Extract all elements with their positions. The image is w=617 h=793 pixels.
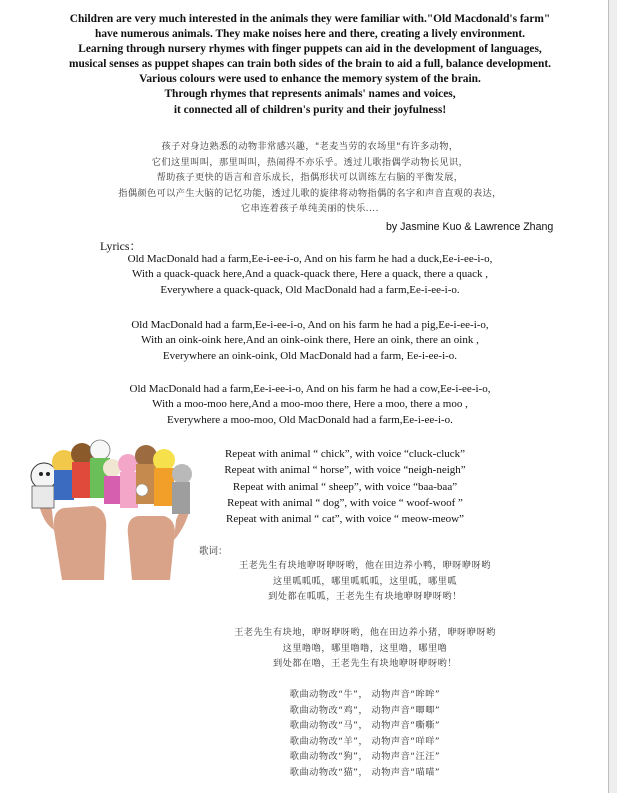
intro-chinese xyxy=(40,139,580,217)
intro-line: have numerous animals. They make noises here and there, creating a lively environment. xyxy=(94,28,525,41)
cn-repeat-instructions xyxy=(170,687,560,780)
intro-cn-line: 孩子对身边熟悉的动物非常感兴趣，"老麦当劳的农场里"有许多动物， xyxy=(161,141,459,152)
intro-line: it connected all of children's purity and their joyfulness! xyxy=(173,103,447,116)
cn-verse-line: 到处都在噜，王老先生有块地咿呀咿呀哟！ xyxy=(272,658,458,669)
cn-repeat-line: 歌曲动物改“鸡”， 动物声音“唧唧” xyxy=(289,704,441,716)
cn-repeat-line: 歌曲动物改“狗”， 动物声音“汪汪” xyxy=(289,751,441,762)
cn-verse-duck xyxy=(170,558,560,605)
cn-verse-line: 王老先生有块地，咿呀咿呀哟，他在田边养小猪，咿呀咿呀哟 xyxy=(234,627,496,638)
cn-verse-pig xyxy=(170,625,560,672)
verse-line: With an oink-oink here,And an oink-oink there, Here an oink, there an oink , xyxy=(141,334,479,347)
cn-repeat-line: 歌曲动物改“羊”， 动物声音“咩咩” xyxy=(289,735,441,747)
window-edge xyxy=(609,0,617,793)
verse-line: With a moo-moo here,And a moo-moo there, Here a moo, there a moo , xyxy=(152,398,468,411)
repeat-line: Repeat with animal “ horse”, with voice “neigh-neigh” xyxy=(224,464,466,477)
repeat-line: Repeat with animal “ chick”, with voice “cluck-cluck” xyxy=(224,448,466,460)
cn-verse-line: 王老先生有块地咿呀咿呀哟，他在田边养小鸭，咿呀咿呀哟 xyxy=(239,560,491,571)
intro-cn-line: 它串连着孩子单纯美丽的快乐.... xyxy=(241,203,379,215)
repeat-line: Repeat with animal “ dog”, with voice “ woof-woof ” xyxy=(227,496,463,509)
cn-repeat-line: 歌曲动物改“牛”， 动物声音“哞哞” xyxy=(289,689,441,700)
intro-line: Through rhymes that represents animals' names and voices, xyxy=(164,88,456,101)
intro-english xyxy=(40,12,580,118)
verse-pig xyxy=(80,318,540,364)
cn-lyrics-heading: 歌词： xyxy=(199,546,228,557)
verse-duck xyxy=(80,252,540,298)
cn-verse-line: 到处都在呱呱，王老先生有块地咿呀咿呀哟！ xyxy=(268,591,462,602)
verse-line: Everywhere a moo-moo, Old MacDonald had a farm,Ee-i-ee-i-o. xyxy=(167,413,453,426)
intro-line: Various colours were used to enhance the memory system of the brain. xyxy=(139,73,481,86)
intro-line: musical senses as puppet shapes can train both sides of the brain to aid a full, balance development. xyxy=(69,58,551,71)
intro-line: Children are very much interested in the animals they were familiar with."Old Macdonald's farm" xyxy=(69,13,551,25)
finger-puppets-photo xyxy=(24,430,194,580)
intro-line: Learning through nursery rhymes with finger puppets can aid in the development of languages, xyxy=(78,43,542,56)
repeat-line: Repeat with animal “ cat”, with voice “ meow-meow” xyxy=(226,513,464,526)
lyrics-heading: Lyrics： xyxy=(100,239,142,253)
repeat-line: Repeat with animal “ sheep”, with voice “baa-baa” xyxy=(232,480,458,493)
intro-cn-line: 帮助孩子更快的语言和音乐成长，指偶形状可以训练左右脑的平衡发展， xyxy=(156,172,464,184)
cn-repeat-line: 歌曲动物改“马”， 动物声音“嘶嘶” xyxy=(289,720,441,731)
cn-verse-line: 这里噜噜，哪里噜噜，这里噜，哪里噜 xyxy=(282,642,448,654)
verse-line: Old MacDonald had a farm,Ee-i-ee-i-o, And on his farm he had a duck,Ee-i-ee-i-o, xyxy=(127,253,493,265)
verse-line: Everywhere a quack-quack, Old MacDonald had a farm,Ee-i-ee-i-o. xyxy=(160,283,460,296)
cn-repeat-line: 歌曲动物改“猫”， 动物声音“喵喵” xyxy=(289,766,441,778)
intro-cn-line: 它们这里叫叫，那里叫叫，热闹得不亦乐乎。透过儿歌指偶学动物长见识， xyxy=(151,156,469,168)
author-byline: by Jasmine Kuo & Lawrence Zhang xyxy=(386,221,554,233)
verse-line: With a quack-quack here,And a quack-quack there, Here a quack, there a quack , xyxy=(132,268,488,281)
intro-cn-line: 指偶颜色可以产生大脑的记忆功能，透过儿歌的旋律将动物指偶的名字和声音直观的表达， xyxy=(118,187,502,199)
verse-line: Old MacDonald had a farm,Ee-i-ee-i-o, And on his farm he had a cow,Ee-i-ee-i-o, xyxy=(129,383,491,395)
verse-cow xyxy=(80,382,540,428)
verse-line: Old MacDonald had a farm,Ee-i-ee-i-o, And on his farm he had a pig,Ee-i-ee-i-o, xyxy=(131,319,489,331)
cn-verse-line: 这里呱呱呱，哪里呱呱呱，这里呱，哪里呱 xyxy=(272,575,458,587)
repeat-instructions xyxy=(200,446,490,527)
verse-line: Everywhere an oink-oink, Old MacDonald had a farm, Ee-i-ee-i-o. xyxy=(162,349,458,362)
